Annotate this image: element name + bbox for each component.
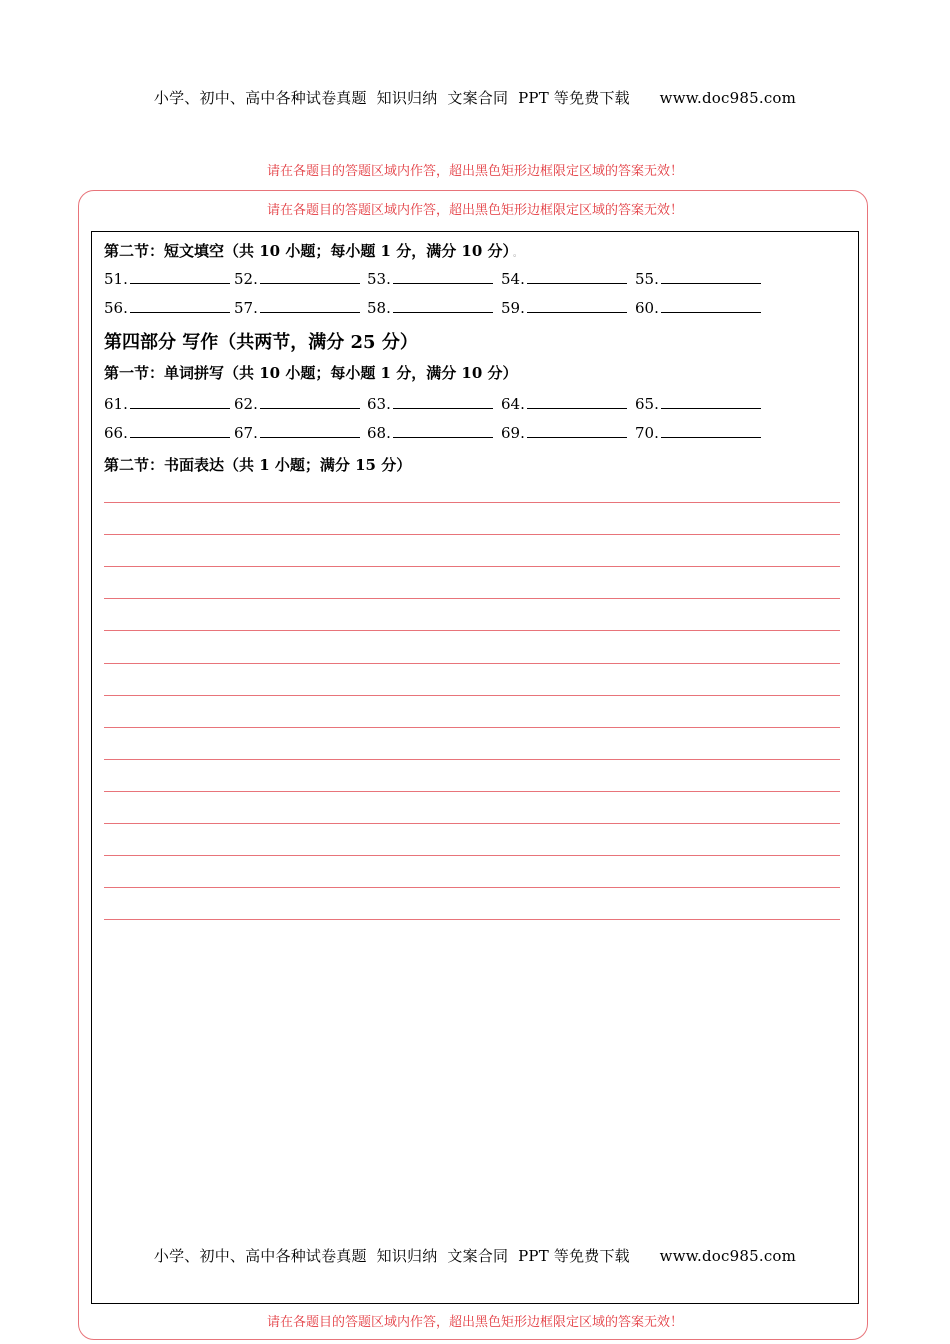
writing-line[interactable] xyxy=(104,598,840,599)
cloze-blank-57[interactable]: 57. xyxy=(234,299,360,317)
answer-line xyxy=(260,282,360,284)
section-cloze-title-text: 第二节：短文填空（共 10 小题；每小题 1 分，满分 10 分） xyxy=(104,242,511,260)
cloze-blank-52[interactable]: 52. xyxy=(234,270,360,288)
answer-line xyxy=(661,436,761,438)
answer-line xyxy=(130,407,230,409)
part-four-title: 第四部分 写作（共两节，满分 25 分） xyxy=(104,332,418,353)
section-spelling-title: 第一节：单词拼写（共 10 小题；每小题 1 分，满分 10 分） xyxy=(104,364,518,382)
writing-line[interactable] xyxy=(104,663,840,664)
writing-line[interactable] xyxy=(104,566,840,567)
cloze-blank-54[interactable]: 54. xyxy=(501,270,627,288)
spelling-blank-70[interactable]: 70. xyxy=(635,424,761,442)
answer-line xyxy=(661,282,761,284)
writing-line[interactable] xyxy=(104,695,840,696)
answer-line xyxy=(130,436,230,438)
answer-line xyxy=(527,436,627,438)
spelling-answer-row-1 xyxy=(104,395,784,417)
answer-line xyxy=(661,311,761,313)
page-header: 小学、初中、高中各种试卷真题 知识归纳 文案合同 PPT 等免费下载 www.doc985.com xyxy=(153,89,797,107)
answer-line xyxy=(527,407,627,409)
writing-line[interactable] xyxy=(104,630,840,631)
page-footer: 小学、初中、高中各种试卷真题 知识归纳 文案合同 PPT 等免费下载 www.doc985.com xyxy=(153,1247,797,1265)
answer-line xyxy=(130,282,230,284)
answer-area-warning-top: 请在各题目的答题区域内作答，超出黑色矩形边框限定区域的答案无效！ xyxy=(266,164,683,179)
answer-line xyxy=(661,407,761,409)
spelling-blank-64[interactable]: 64. xyxy=(501,395,627,413)
spelling-blank-66[interactable]: 66. xyxy=(104,424,230,442)
spelling-blank-67[interactable]: 67. xyxy=(234,424,360,442)
cloze-blank-51[interactable]: 51. xyxy=(104,270,230,288)
answer-line xyxy=(393,311,493,313)
answer-area-warning-bottom: 请在各题目的答题区域内作答，超出黑色矩形边框限定区域的答案无效！ xyxy=(266,1315,683,1330)
writing-line[interactable] xyxy=(104,502,840,503)
answer-line xyxy=(527,311,627,313)
cloze-blank-53[interactable]: 53. xyxy=(367,270,493,288)
spelling-blank-61[interactable]: 61. xyxy=(104,395,230,413)
answer-line xyxy=(393,436,493,438)
spelling-blank-62[interactable]: 62. xyxy=(234,395,360,413)
section-writing-title: 第二节：书面表达（共 1 小题；满分 15 分） xyxy=(104,456,412,474)
answer-line xyxy=(527,282,627,284)
writing-line[interactable] xyxy=(104,759,840,760)
section-cloze-title xyxy=(104,240,522,261)
writing-line[interactable] xyxy=(104,534,840,535)
writing-line[interactable] xyxy=(104,919,840,920)
answer-line xyxy=(393,282,493,284)
cloze-blank-59[interactable]: 59. xyxy=(501,299,627,317)
spelling-blank-68[interactable]: 68. xyxy=(367,424,493,442)
writing-line[interactable] xyxy=(104,823,840,824)
cloze-answer-row-2 xyxy=(104,299,784,321)
answer-line xyxy=(393,407,493,409)
cloze-blank-56[interactable]: 56. xyxy=(104,299,230,317)
spelling-blank-63[interactable]: 63. xyxy=(367,395,493,413)
cloze-blank-60[interactable]: 60. xyxy=(635,299,761,317)
writing-line[interactable] xyxy=(104,791,840,792)
answer-line xyxy=(260,407,360,409)
answer-line xyxy=(260,311,360,313)
spelling-answer-row-2 xyxy=(104,424,784,446)
writing-line[interactable] xyxy=(104,887,840,888)
cloze-answer-row-1 xyxy=(104,270,784,292)
spelling-blank-65[interactable]: 65. xyxy=(635,395,761,413)
spelling-blank-69[interactable]: 69. xyxy=(501,424,627,442)
answer-line xyxy=(260,436,360,438)
writing-line[interactable] xyxy=(104,855,840,856)
answer-area-warning-inner: 请在各题目的答题区域内作答，超出黑色矩形边框限定区域的答案无效！ xyxy=(266,203,683,218)
cloze-blank-55[interactable]: 55. xyxy=(635,270,761,288)
answer-region-frame xyxy=(91,231,859,1304)
section-cloze-mark: 。 xyxy=(513,249,523,259)
cloze-blank-58[interactable]: 58. xyxy=(367,299,493,317)
writing-line[interactable] xyxy=(104,727,840,728)
answer-line xyxy=(130,311,230,313)
